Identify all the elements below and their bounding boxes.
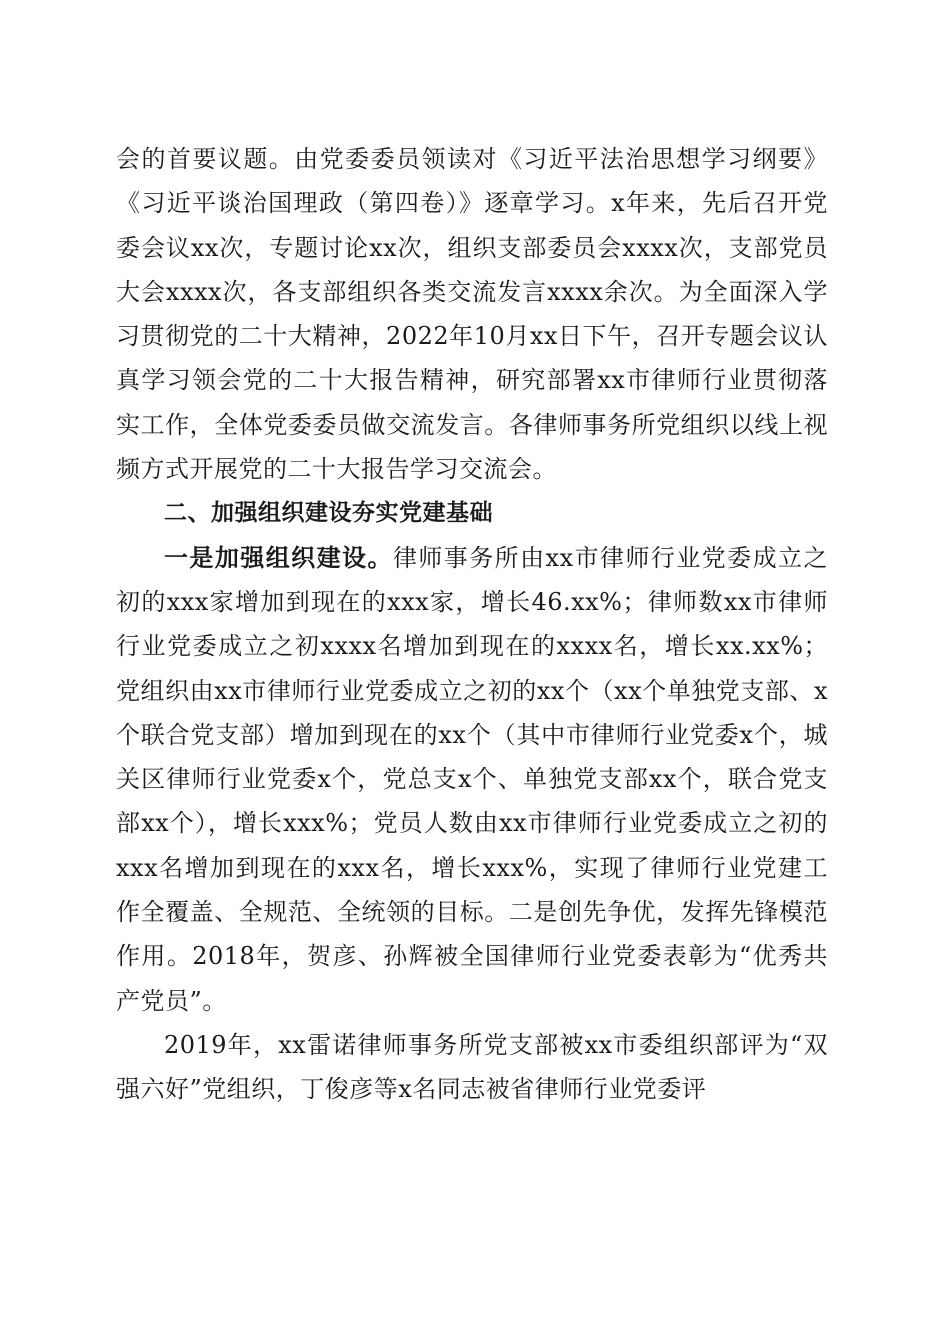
paragraph-study-meetings: 会的首要议题。由党委委员领读对《习近平法治思想学习纲要》《习近平谈治国理政（第四卷）》逐章学习。x年来，先后召开党委会议xx次，专题讨论xx次，组织支部委员会xxxx次，支部党员大会xxxx次，各支部组织各类交流发言xxxx余次。为全面深入学习贯彻党的二十大精神，2022年10月xx日下午，召开专题会议认真学习领会党的二十大报告精神，研究部署xx市律师行业贯彻落实工作，全体党委委员做交流发言。各律师事务所党组织以线上视频方式开展党的二十大报告学习交流会。 — [116, 145, 828, 484]
paragraph-lead-text: 一是加强组织建设。 — [164, 542, 393, 572]
section-heading-organization: 二、加强组织建设夯实党建基础 — [164, 500, 493, 527]
paragraph-organization-building — [116, 536, 828, 1023]
document-body — [116, 137, 828, 1112]
paragraph-body-text: 律师事务所由xx市律师行业党委成立之初的xxx家增加到现在的xxx家，增长46.xx%；律师数xx市律师行业党委成立之初xxxx名增加到现在的xxxx名，增长xx.xx%；党组织由xx市律师行业党委成立之初的xx个（xx个单独党支部、x个联合党支部）增加到现在的xx个（其中市律师行业党委x个，城关区律师行业党委x个，党总支x个、单独党支部xx个，联合党支部xx个），增长xxx%；党员人数由xx市律师行业党委成立之初的xxx名增加到现在的xxx名，增长xxx%，实现了律师行业党建工作全覆盖、全规范、全统领的目标。二是创先争优，发挥先锋模范作用。2018年，贺彦、孙辉被全国律师行业党委表彰为“优秀共产党员”。 — [116, 543, 828, 1015]
paragraph-awards-2019: 2019年，xx雷诺律师事务所党支部被xx市委组织部评为“双强六好”党组织，丁俊彦等x名同志被省律师行业党委评 — [116, 1030, 828, 1104]
